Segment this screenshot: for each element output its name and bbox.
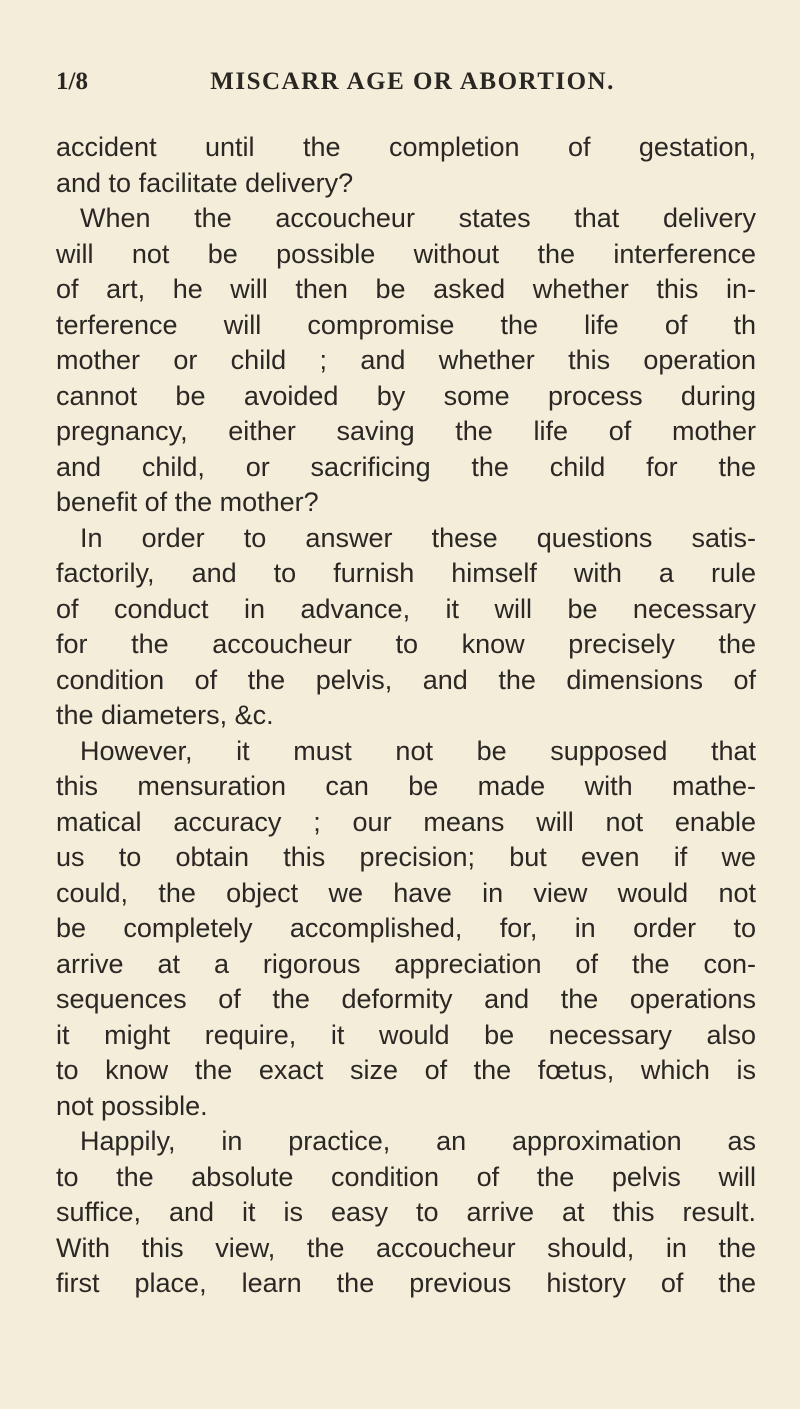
text-line: arrive at a rigorous appreciation of the con- <box>56 948 756 979</box>
body-text <box>56 130 756 1302</box>
text-line: benefit of the mother? <box>56 487 319 517</box>
text-line: When the accoucheur states that delivery <box>80 203 756 233</box>
text-line: of art, he will then be asked whether this in- <box>56 274 756 304</box>
text-line: In order to answer these questions satis- <box>80 522 756 553</box>
text-line: terference will compromise the life of th <box>56 309 756 340</box>
running-head <box>56 68 756 96</box>
text-line: and child, or sacrificing the child for the <box>56 451 756 482</box>
text-line: accident until the completion of gestation, <box>56 132 756 162</box>
text-line: be completely accomplished, for, in order to <box>56 913 756 943</box>
text-line: sequences of the deformity and the operations <box>56 984 756 1014</box>
text-line: to know the exact size of the fœtus, which is <box>56 1055 756 1085</box>
running-title: MISCARR AGE OR ABORTION. <box>210 68 615 95</box>
text-line: pregnancy, either saving the life of mother <box>56 416 756 446</box>
text-line: the diameters, &c. <box>56 700 274 730</box>
text-line: first place, learn the previous history of the <box>56 1268 756 1298</box>
text-line: With this view, the accoucheur should, in the <box>56 1232 756 1263</box>
text-line: cannot be avoided by some process during <box>56 380 756 411</box>
text-line: condition of the pelvis, and the dimensions of <box>56 664 756 695</box>
text-line: it might require, it would be necessary also <box>56 1019 756 1050</box>
text-line: factorily, and to furnish himself with a rule <box>56 558 756 588</box>
text-line: for the accoucheur to know precisely the <box>56 629 756 659</box>
text-line: of conduct in advance, it will be necessary <box>56 593 756 624</box>
text-line: Happily, in practice, an approximation as <box>80 1126 756 1156</box>
text-line: this mensuration can be made with mathe- <box>56 771 756 801</box>
text-line: suffice, and it is easy to arrive at this result. <box>56 1197 756 1227</box>
text-line: us to obtain this precision; but even if we <box>56 842 756 872</box>
page-number: 1/8 <box>56 68 88 95</box>
text-line: matical accuracy ; our means will not enable <box>56 806 756 837</box>
text-line: and to facilitate delivery? <box>56 167 354 198</box>
text-line: will not be possible without the interference <box>56 238 756 269</box>
text-line: mother or child ; and whether this operation <box>56 345 756 375</box>
text-line: to the absolute condition of the pelvis will <box>56 1161 756 1192</box>
text-line: However, it must not be supposed that <box>80 735 756 766</box>
text-line: could, the object we have in view would not <box>56 877 756 908</box>
text-line: not possible. <box>56 1090 208 1121</box>
